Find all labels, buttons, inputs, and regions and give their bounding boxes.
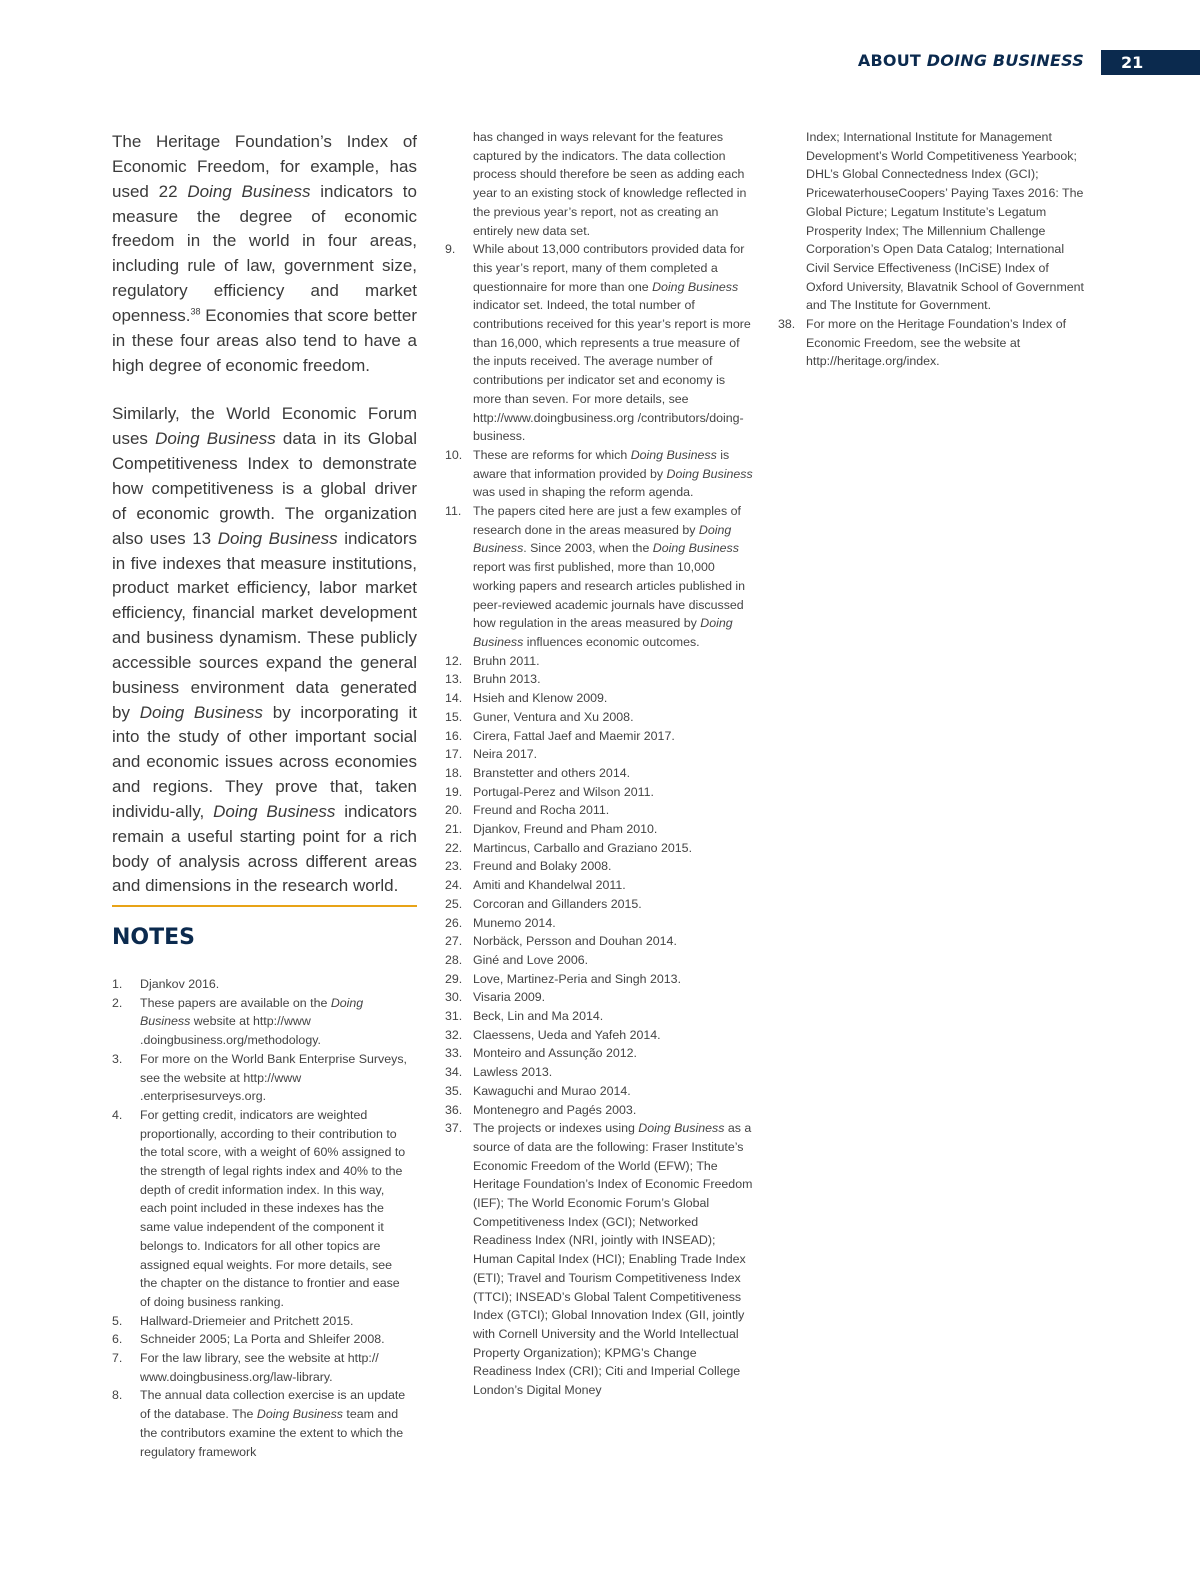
note-item: 5. Hallward-Driemeier and Pritchett 2015.: [112, 1313, 354, 1328]
body-column: [112, 130, 417, 923]
note-item: 12. Bruhn 2011.: [445, 653, 540, 668]
note-item: 4. For getting credit, indicators are weighted proportionally, according to their contribution to the total score, with a weight of 60% assigned to the strength of legal rights index and 40% to the depth of credit information index. In this way, each point included in these indexes has the same value independent of the component it belongs to. Indicators for all other topics are assigned equal weights. For more details, see the chapter on the distance to frontier and ease of doing business ranking.: [112, 1107, 406, 1309]
note-item: 29. Love, Martinez-Peria and Singh 2013.: [445, 971, 682, 986]
notes-heading: NOTES: [112, 925, 195, 950]
note-item: 31. Beck, Lin and Ma 2014.: [445, 1009, 604, 1024]
note-item: 25. Corcoran and Gillanders 2015.: [445, 896, 642, 911]
note-item: 28. Giné and Love 2006.: [445, 952, 589, 967]
note-continuation: has changed in ways relevant for the features captured by the indicators. The data collection process should therefore be seen as adding each year to an existing stock of knowledge reflected in the previous year’s report, not as creating an entirely new data set.: [473, 130, 747, 238]
body-paragraph-2: Similarly, the World Economic Forum uses Doing Business data in its Global Competitiveness Index to demonstrate how competitiveness is a global driver of economic growth. The organization also uses 13 Doing Business indicators in five indexes that measure institutions, product market efficiency, labor market efficiency, financial market development and business dynamism. These publicly accessible sources expand the general business environment data generated by Doing Business by incorporating it into the study of other important social and economic issues across economies and regions. They prove that, taken individu-ally, Doing Business indicators remain a useful starting point for a rich body of analysis across different areas and dimensions in the research world.: [112, 404, 418, 896]
note-item: 11. The papers cited here are just a few examples of research done in the areas measured by Doing Business. Since 2003, when the Doing Business report was first published, more than 10,000 working papers and research articles published in peer-reviewed academic journals have discussed how regulation in the areas measured by Doing Business influences economic outcomes.: [445, 504, 746, 649]
body-paragraph-1: The Heritage Foundation’s Index of Economic Freedom, for example, has used 22 Doing Business indicators to measure the degree of economic freedom in the world in four areas, including rule of law, government size, regulatory efficiency and market openness.$^{38}$ Economies that score better in these four areas also tend to have a high degree of economic freedom.: [112, 132, 417, 375]
notes-divider: [112, 905, 417, 907]
note-item: 6. Schneider 2005; La Porta and Shleifer 2008.: [112, 1332, 385, 1347]
note-item: 1. Djankov 2016.: [112, 977, 220, 991]
note-item: 24. Amiti and Khandelwal 2011.: [445, 878, 626, 893]
page-number: 21: [1101, 50, 1200, 75]
note-item: 9. While about 13,000 contributors provided data for this year’s report, many of them completed a questionnaire for more than one Doing Business indicator set. Indeed, the total number of contributions received for this year’s report is more than 16,000, which represents a true measure of the inputs received. The average number of contributions per indicator set and economy is more than seven. For more details, see http://www.doingbusiness.org /contributors/doing-business.: [445, 242, 751, 444]
note-item: 10. These are reforms for which Doing Business is aware that information provided by Doing Business was used in shaping the reform agenda.: [445, 447, 753, 500]
note-item: 34. Lawless 2013.: [445, 1065, 553, 1080]
note-item: 3. For more on the World Bank Enterprise Surveys, see the website at http://www .enterprisesurveys.org.: [112, 1051, 407, 1104]
note-item: 27. Norbäck, Persson and Douhan 2014.: [445, 934, 677, 949]
note-item: 32. Claessens, Ueda and Yafeh 2014.: [445, 1027, 661, 1042]
note-continuation: Index; International Institute for Management Development’s World Competitiveness Yearbook; DHL’s Global Connectedness Index (GCI); PricewaterhouseCoopers’ Paying Taxes 2016: The Global Picture; Legatum Institute’s Legatum Prosperity Index; The Millennium Challenge Corporation’s Open Data Catalog; International Civil Service Effectiveness (InCiSE) Index of Oxford University, Blavatnik School of Government and The Institute for Government.: [806, 130, 1084, 313]
running-header: [858, 51, 1084, 70]
note-item: 22. Martincus, Carballo and Graziano 2015.: [445, 840, 693, 855]
note-item: 2. These papers are available on the Doing Business website at http://www .doingbusiness.org/methodology.: [112, 995, 364, 1048]
note-item: 18. Branstetter and others 2014.: [445, 765, 631, 780]
notes-list-column-2: [445, 128, 755, 1400]
note-item: 21. Djankov, Freund and Pham 2010.: [445, 822, 658, 837]
note-item: 30. Visaria 2009.: [445, 990, 546, 1005]
note-item: 20. Freund and Rocha 2011.: [445, 803, 610, 818]
note-item: 14. Hsieh and Klenow 2009.: [445, 691, 608, 706]
note-item: 13. Bruhn 2013.: [445, 672, 541, 687]
note-item: 38. For more on the Heritage Foundation’s Index of Economic Freedom, see the website at http://heritage.org/index.: [778, 317, 1067, 369]
note-item: 8. The annual data collection exercise is an update of the database. The Doing Business team and the contributors examine the extent to which the regulatory framework: [112, 1388, 406, 1459]
note-item: 19. Portugal-Perez and Wilson 2011.: [445, 784, 654, 799]
note-item: 37. The projects or indexes using Doing Business as a source of data are the following: Fraser Institute’s Economic Freedom of the World (EFW); The Heritage Foundation’s Index of Economic Freedom (IEF); The World Economic Forum’s Global Competitiveness Index (GCI); Networked Readiness Index (NRI, jointly with INSEAD); Human Capital Index (HCI); Enabling Trade Index (ETI); Travel and Tourism Competitiveness Index (TTCI); INSEAD’s Global Talent Competitiveness Index (GTCI); Global Innovation Index (GII, jointly with Cornell University and the World Intellectual Property Organization); KPMG’s Change Readiness Index (CRI); Citi and Imperial College London’s Digital Money: [445, 1121, 753, 1398]
note-item: 23. Freund and Bolaky 2008.: [445, 859, 612, 874]
header-prefix: ABOUT: [857, 51, 922, 70]
header-italic: DOING BUSINESS: [926, 51, 1084, 70]
note-item: 15. Guner, Ventura and Xu 2008.: [445, 709, 634, 724]
note-item: 26. Munemo 2014.: [445, 915, 556, 930]
note-item: 17. Neira 2017.: [445, 747, 538, 762]
note-item: 7. For the law library, see the website at http:// www.doingbusiness.org/law-library.: [112, 1351, 379, 1384]
note-item: 33. Monteiro and Assunção 2012.: [445, 1046, 637, 1061]
note-item: 35. Kawaguchi and Murao 2014.: [445, 1083, 631, 1098]
notes-list-column-1: [112, 975, 412, 1461]
note-item: 16. Cirera, Fattal Jaef and Maemir 2017.: [445, 728, 675, 743]
notes-list-column-3: [778, 128, 1088, 371]
note-item: 36. Montenegro and Pagés 2003.: [445, 1102, 637, 1117]
